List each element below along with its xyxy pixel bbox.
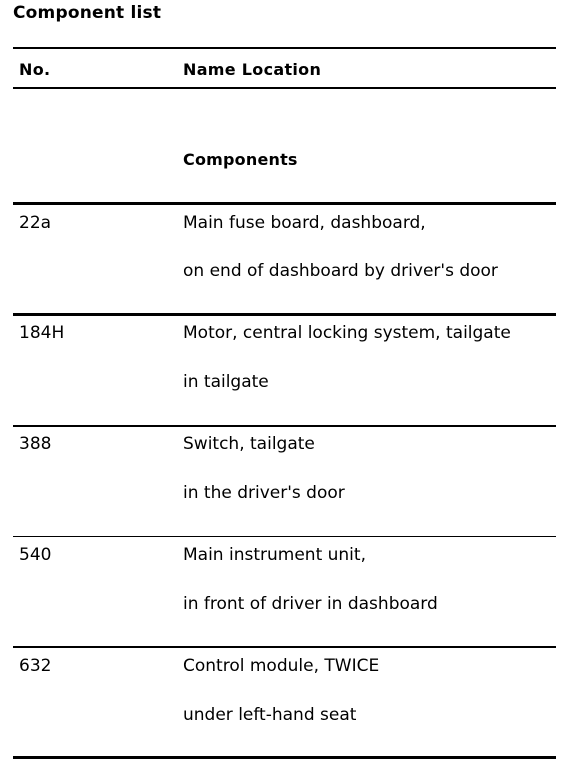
component-number: 184H [19,323,65,343]
component-location: under left-hand seat [183,705,357,725]
component-number: 632 [19,656,52,676]
section-heading: Components [183,150,298,169]
page-title: Component list [13,3,162,23]
component-name: Main fuse board, dashboard, [183,213,426,233]
header-bottom-rule [13,87,556,89]
component-name: Control module, TWICE [183,656,380,676]
component-location: in tailgate [183,372,269,392]
component-name: Motor, central locking system, tailgate [183,323,511,343]
row-divider [13,646,556,648]
component-location: in front of driver in dashboard [183,594,438,614]
table-top-rule [13,47,556,49]
component-location: on end of dashboard by driver's door [183,261,498,281]
column-header-no: No. [19,60,51,79]
row-divider [13,202,556,205]
component-number: 540 [19,545,52,565]
component-name: Switch, tailgate [183,434,315,454]
column-header-name-location: Name Location [183,60,322,79]
row-divider [13,313,556,316]
component-number: 22a [19,213,52,233]
row-divider [13,425,556,427]
table-bottom-rule [13,756,556,759]
component-location: in the driver's door [183,483,345,503]
row-divider [13,536,556,537]
component-name: Main instrument unit, [183,545,366,565]
component-number: 388 [19,434,52,454]
